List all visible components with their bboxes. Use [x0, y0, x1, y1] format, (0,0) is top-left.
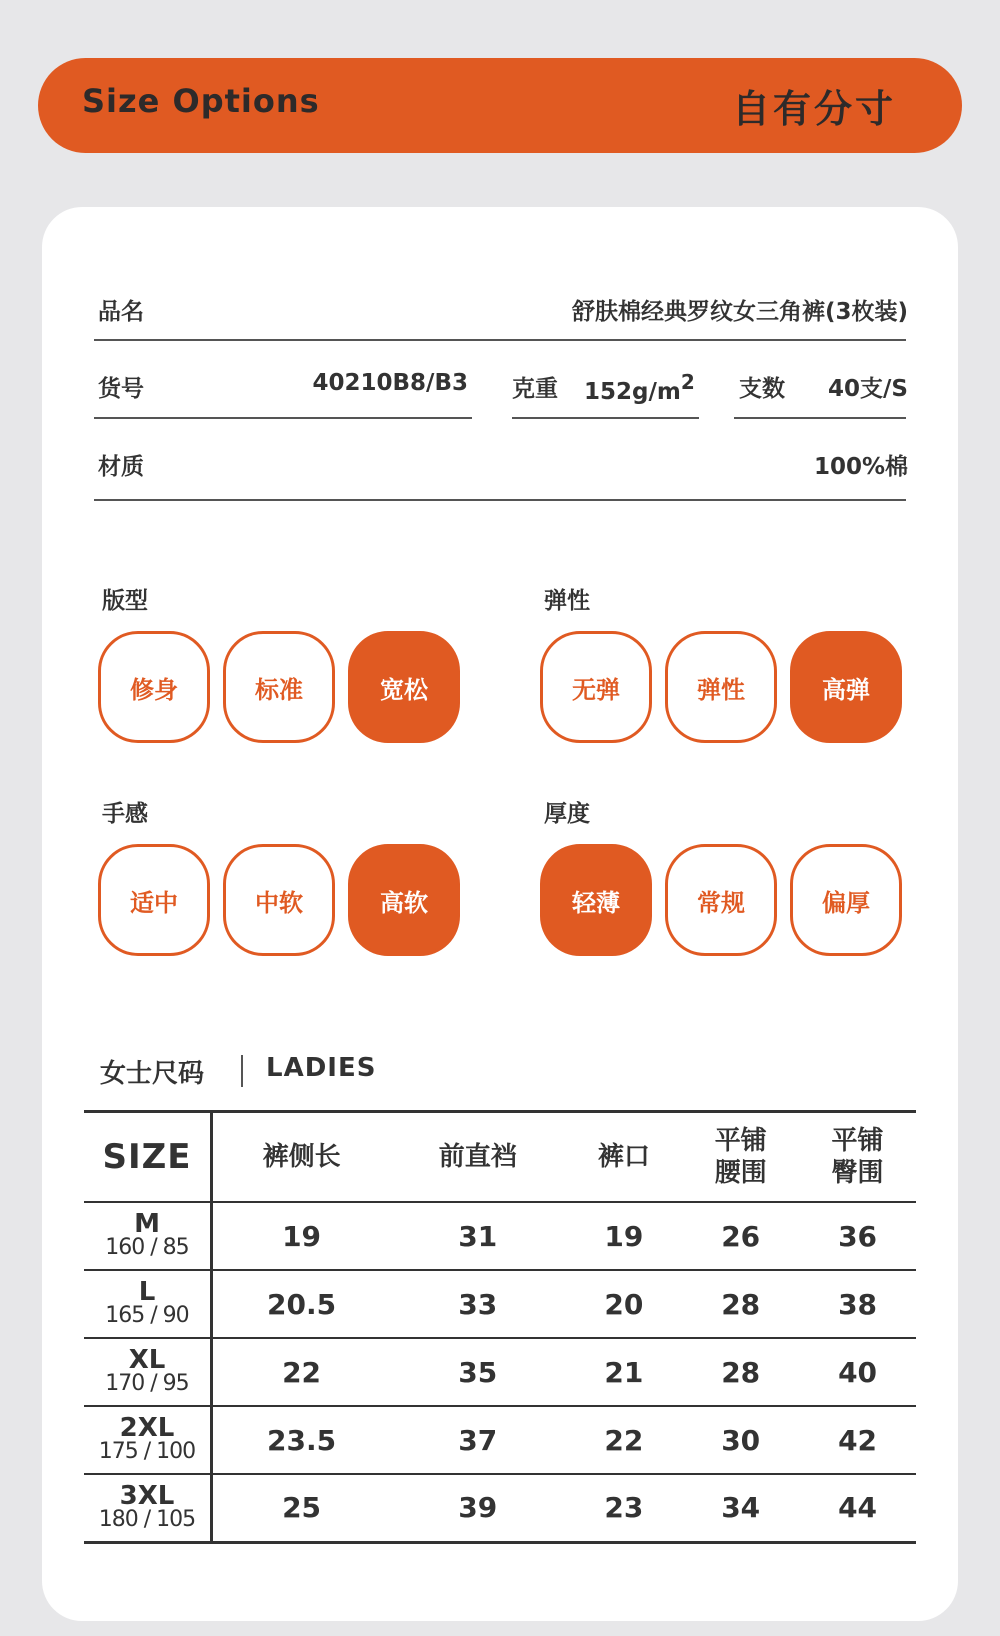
- size-table-header: [84, 1112, 916, 1203]
- size-cell: L 165 / 90: [84, 1270, 212, 1338]
- value-cell: 21: [565, 1338, 682, 1406]
- elasticity-option-high: 高弹: [790, 631, 902, 743]
- size-table: [84, 1110, 916, 1544]
- product-name-label: 品名: [98, 299, 144, 325]
- size-cell: XL 170 / 95: [84, 1338, 212, 1406]
- feel-title: 手感: [102, 801, 148, 827]
- value-cell: 31: [390, 1202, 565, 1270]
- divider: [94, 339, 906, 341]
- value-cell: 30: [682, 1406, 799, 1474]
- value-cell: 22: [212, 1338, 391, 1406]
- table-row: [84, 1338, 916, 1406]
- value-cell: 44: [799, 1474, 916, 1542]
- elasticity-option-none: 无弹: [540, 631, 652, 743]
- value-cell: 22: [565, 1406, 682, 1474]
- feel-option-soft: 中软: [223, 844, 335, 956]
- divider: [94, 417, 472, 419]
- header-flat-hip: 平铺 臀围: [831, 1126, 884, 1188]
- thickness-option-regular: 常规: [665, 844, 777, 956]
- fit-option-regular: 标准: [223, 631, 335, 743]
- value-cell: 38: [799, 1270, 916, 1338]
- thickness-option-thick: 偏厚: [790, 844, 902, 956]
- value-cell: 37: [390, 1406, 565, 1474]
- header-leg-opening: 裤口: [597, 1142, 650, 1172]
- value-cell: 20.5: [212, 1270, 391, 1338]
- elasticity-option-stretch: 弹性: [665, 631, 777, 743]
- fit-title: 版型: [102, 588, 148, 614]
- product-name-value: 舒肤棉经典罗纹女三角裤(3枚装): [571, 299, 908, 325]
- item-number-label: 货号: [98, 376, 144, 402]
- divider: [512, 417, 699, 419]
- value-cell: 19: [565, 1202, 682, 1270]
- table-row: [84, 1202, 916, 1270]
- banner-title-en: Size Options: [82, 82, 320, 120]
- value-cell: 28: [682, 1338, 799, 1406]
- feel-option-very-soft: 高软: [348, 844, 460, 956]
- yarn-count-value: 40支/S: [828, 376, 908, 402]
- table-row: [84, 1406, 916, 1474]
- feel-option-medium: 适中: [98, 844, 210, 956]
- header-front-rise: 前直裆: [438, 1142, 517, 1172]
- value-cell: 33: [390, 1270, 565, 1338]
- fit-option-loose: 宽松: [348, 631, 460, 743]
- elasticity-title: 弹性: [544, 588, 590, 614]
- thickness-option-thin: 轻薄: [540, 844, 652, 956]
- value-cell: 34: [682, 1474, 799, 1542]
- value-cell: 40: [799, 1338, 916, 1406]
- weight-value: $152g/m^2$: [584, 370, 695, 405]
- value-cell: 36: [799, 1202, 916, 1270]
- size-section-title-cn: 女士尺码: [100, 1059, 205, 1089]
- value-cell: 25: [212, 1474, 391, 1542]
- header-side-length: 裤侧长: [262, 1142, 341, 1172]
- value-cell: 26: [682, 1202, 799, 1270]
- value-cell: 39: [390, 1474, 565, 1542]
- material-value: 100%棉: [813, 454, 908, 480]
- material-label: 材质: [98, 454, 144, 480]
- size-cell: 3XL 180 / 105: [84, 1474, 212, 1542]
- value-cell: 23: [565, 1474, 682, 1542]
- value-cell: 35: [390, 1338, 565, 1406]
- title-separator: [241, 1055, 243, 1087]
- yarn-count-label: 支数: [739, 376, 785, 402]
- header-flat-waist: 平铺 腰围: [714, 1126, 767, 1188]
- divider: [734, 417, 906, 419]
- value-cell: 23.5: [212, 1406, 391, 1474]
- header-size: SIZE: [84, 1112, 212, 1203]
- thickness-title: 厚度: [544, 801, 590, 827]
- weight-label: 克重: [512, 376, 558, 402]
- banner-title-cn: 自有分寸: [731, 87, 896, 131]
- value-cell: 19: [212, 1202, 391, 1270]
- value-cell: 20: [565, 1270, 682, 1338]
- value-cell: 28: [682, 1270, 799, 1338]
- table-row: [84, 1474, 916, 1542]
- size-cell: 2XL 175 / 100: [84, 1406, 212, 1474]
- value-cell: 42: [799, 1406, 916, 1474]
- table-row: [84, 1270, 916, 1338]
- size-options-banner: [38, 58, 962, 153]
- divider: [94, 499, 906, 501]
- item-number-value: 40210B8/B3: [312, 370, 468, 396]
- fit-option-slim: 修身: [98, 631, 210, 743]
- size-section-title-en: LADIES: [266, 1053, 377, 1083]
- size-cell: M 160 / 85: [84, 1202, 212, 1270]
